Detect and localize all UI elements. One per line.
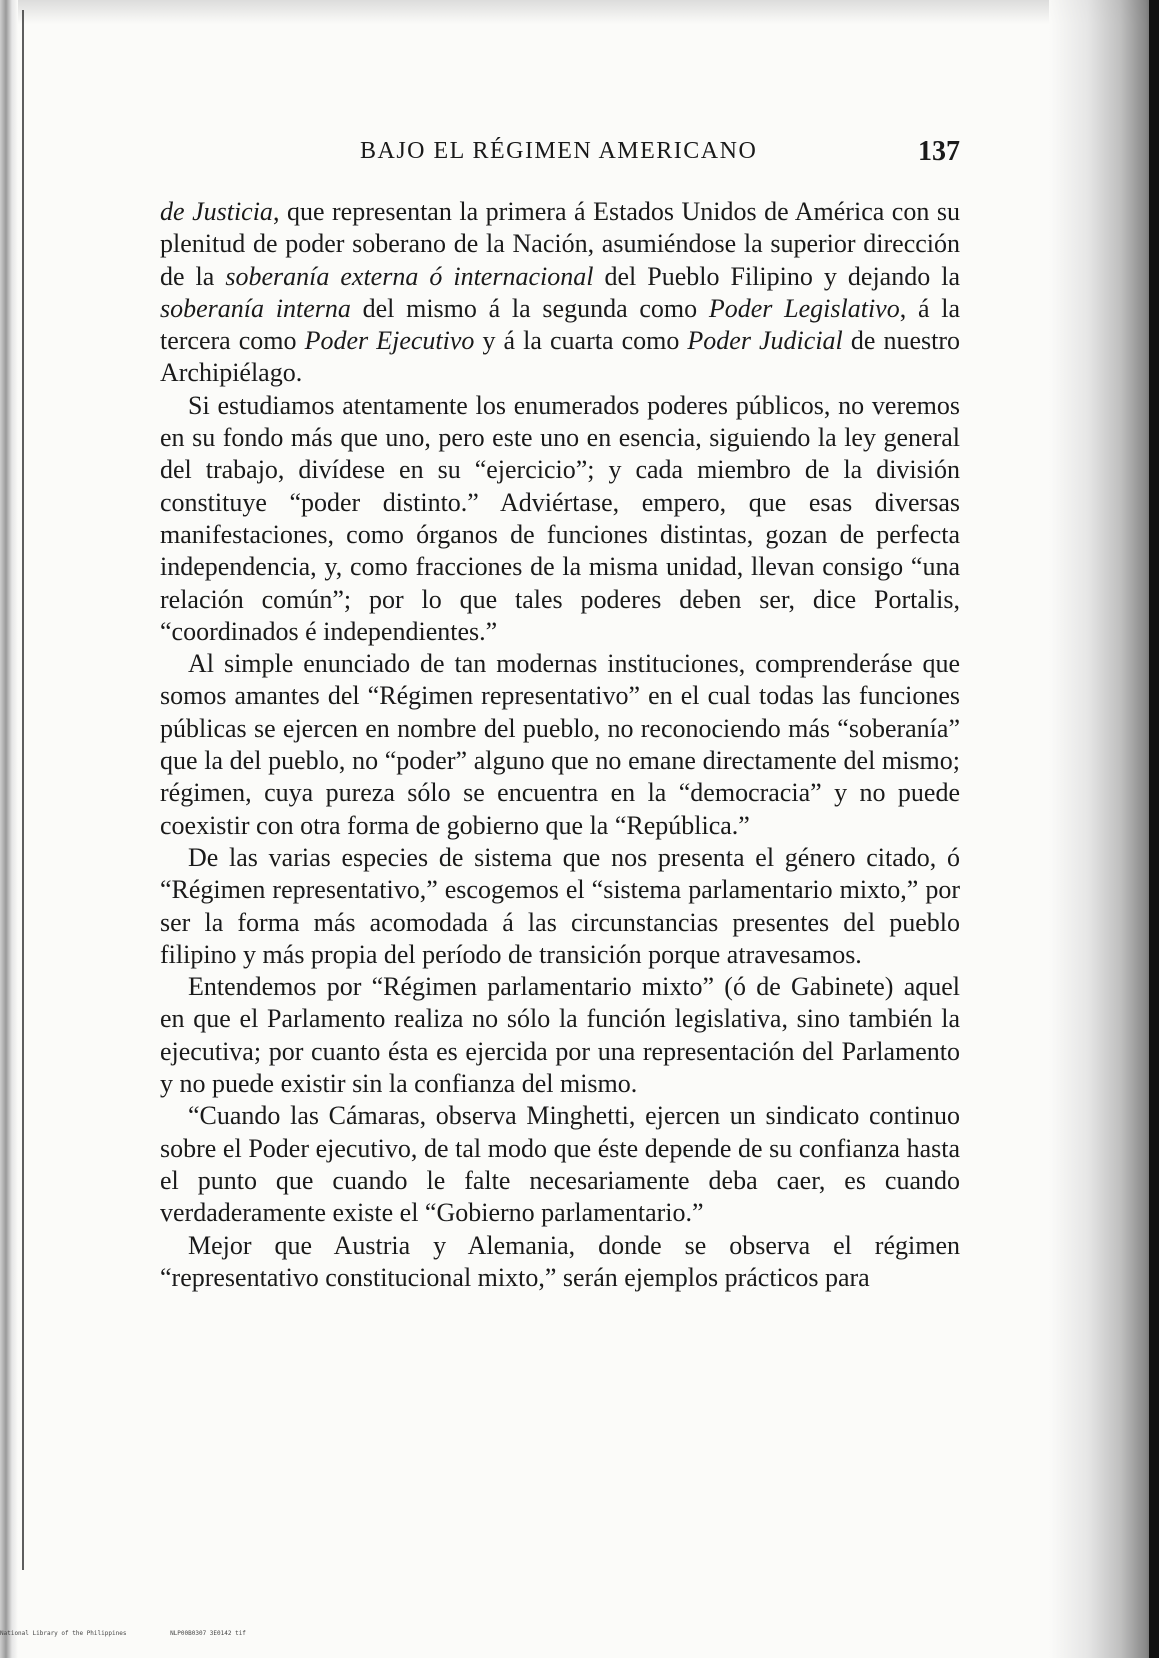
paragraph [160,1100,960,1229]
italic-text: Poder Judicial [687,326,843,356]
text-run: y á la cuarta como [474,326,688,356]
text-run: del Pueblo Filipino y dejando la [593,261,960,291]
italic-text: de Justicia [160,197,273,226]
text-run: “Cuando las Cámaras, observa Minghetti, ejercen un sindicato continuo sobre el Poder ejecutivo, de tal modo que éste depende de su confianza hasta el punto que cuando le falte necesariamente deba caer, es cuando verdaderamente existe el “Gobierno parlamentario.” [160,1101,960,1228]
scan-left-border [0,0,18,1658]
text-run: Si estudiamos atentamente los enumerados poderes públicos, no veremos en su fondo más que uno, pero este uno en esencia, siguiendo la ley general del trabajo, divídese en su “ejercicio”; y cada miembro de la división constituye “poder distinto.” Adviértase, empero, que esas diversas manifestaciones, como órganos de funciones distintas, gozan de perfecta independencia, y, como fracciones de la misma unidad, llevan consigo “una relación común”; por lo que tales poderes deben ser, dice Portalis, “coordinados é independientes.” [160,390,960,646]
text-run: del mismo á la segunda como [350,293,709,323]
footer-library: National Library of the Philippines [0,1630,127,1637]
italic-text: soberanía externa ó internacional [225,261,594,291]
paragraph [160,390,960,648]
running-title: BAJO EL RÉGIMEN AMERICANO [360,138,758,164]
scan-footer [0,1630,286,1637]
scan-right-strip [1149,0,1159,1658]
text-run: de nuestro Archipiélago. [160,326,961,388]
scan-left-line [22,10,24,1570]
paragraph [160,971,960,1100]
page-number: 137 [918,136,960,167]
paragraph [160,196,960,390]
body-text [160,196,960,1294]
running-head [160,138,960,178]
italic-text: Poder Ejecutivo [304,326,475,356]
scan-top-edge [0,0,1159,24]
text-run: , á la tercera como [160,293,961,356]
footer-code: NLP00B0307 3E0142 tif [170,1630,246,1637]
italic-text: Poder Legislativo [708,293,900,323]
text-run: Al simple enunciado de tan modernas instituciones, comprenderáse que somos amantes del “Régimen representativo” en el cual todas las funciones públicas se ejercen en nombre del pueblo, no reconociendo más “soberanía” que la del pueblo, no “poder” alguno que no emane directamente del mismo; régimen, cuya pureza sólo se encuentra en la “democracia” y no puede coexistir con otra forma de gobierno que la “República.” [160,649,960,840]
text-run: Entendemos por “Régimen parlamentario mixto” (ó de Gabinete) aquel en que el Parlamento realiza no sólo la función legislativa, sino también la ejecutiva; por cuanto ésta es ejercida por una representación del Parlamento y no puede existir sin la confianza del mismo. [160,972,960,1099]
italic-text: soberanía interna [160,293,351,323]
paragraph [160,1230,960,1295]
text-run: Mejor que Austria y Alemania, donde se observa el régimen “representativo constitucional mixto,” serán ejemplos prácticos para [160,1230,960,1292]
text-run: De las varias especies de sistema que nos presenta el género citado, ó “Régimen representativo,” escogemos el “sistema parlamentario mixto,” por ser la forma más acomodada á las circunstancias presentes del pueblo filipino y más propia del período de transición porque atravesamos. [160,842,960,969]
paragraph [160,842,960,971]
paragraph [160,648,960,842]
scan-right-edge [1049,0,1159,1658]
text-run: , que representan la primera á Estados Unidos de América con su plenitud de poder soberano de la Nación, asumiéndose la superior dirección de la [160,197,960,291]
